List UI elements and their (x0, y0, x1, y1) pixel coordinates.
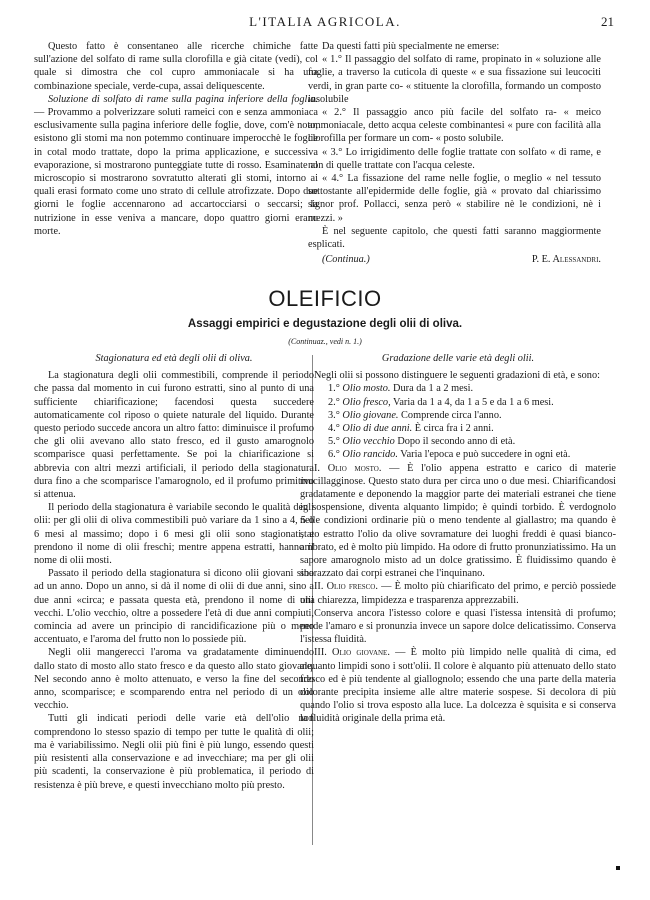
grade-number: 2.° (328, 396, 340, 408)
paragraph-body: — È molto più chiarificato del primo, e perciò possiede una chiarezza, limpidezza e trasparenza apprezzabili. (300, 581, 616, 606)
paragraph (300, 646, 616, 725)
bottom-left-column (34, 352, 314, 792)
paragraph: Negli olii si possono distinguere le seguenti gradazioni di età, e sono: (314, 370, 600, 382)
column-heading: Stagionatura ed età degli olii di oliva. (95, 353, 253, 364)
grade-desc: Dopo il secondo anno di età. (394, 436, 516, 448)
subsection-title: II. Olio fresco. (314, 581, 378, 593)
grade-desc: Varia l'epoca e può succedere in ogni età. (397, 449, 571, 461)
grade-desc: Comprende circa l'anno. (398, 409, 502, 421)
top-right-column (308, 40, 601, 266)
grade-name: Olio fresco, (342, 396, 391, 408)
print-mark (616, 866, 620, 870)
grade-number: 5.° (328, 436, 340, 448)
continua-note: (Continua.) (322, 254, 370, 266)
paragraph: È nel seguente capitolo, che questi fatti saranno maggiormente esplicati. (308, 225, 601, 251)
section-continuation: (Continuaz., vedi n. 1.) (288, 337, 362, 346)
subsection-title: I. Olio mosto. (314, 462, 382, 474)
grade-name: Olio giovane. (342, 409, 399, 421)
paragraph: Negli olii mangerecci l'aroma va gradatamente diminuendo dallo stato di mosto allo stato fresco e da questo allo stato giovane. Nel secondo anno è molto attenuato, e verso la fine del secondo anno, scomparisce; e scomparendo entra nel periodo di un olio vecchio. (34, 647, 314, 712)
grade-item (300, 422, 616, 435)
grade-item (300, 435, 616, 448)
paragraph (34, 93, 318, 238)
quoted-point: « 3.° Lo irrigidimento delle foglie trattate con solfato « di rame, e non di quelle trattate con l'acqua celeste. (308, 146, 601, 171)
grade-item (300, 382, 616, 395)
paragraph: Il periodo della stagionatura è variabile secondo le qualità degli olii: per gli olii di oliva commestibili può variare da 1 sino a 4, 5 o 6 mesi al massimo; dopo i 6 mesi gli olii sono stagionati, e prendono il nome di olii freschi; mentre appena estratti, hanno il nome di olii mosti. (34, 502, 314, 567)
grade-name: Olio mosto. (342, 383, 391, 395)
paragraph-body: — È molto più limpido nelle qualità di cima, ed alquanto limpidi sono i sott'olii. Il colore è alquanto più attenuato dello stato fresco ed è più tendente al giallognolo; essendo che una parte della materia colorante precipita insieme alle altre materie sospese. Si decolora di più quando l'olio si trova esposto alla luce. La dolcezza è squisita e si conserva la fluidità originale della prima età. (300, 647, 616, 725)
paragraph (300, 462, 616, 581)
grade-desc: È circa fra i 2 anni. (412, 423, 494, 435)
grade-item (300, 409, 616, 422)
paragraph: Conserva ancora l'istesso colore e quasi l'istessa intensità di profumo; perde l'amaro e si pronunzia invece un sapore dolce delicatissimo. Conserva l'istessa fluidità. (300, 607, 616, 646)
quoted-point: « 4.° La fissazione del rame nelle foglie, o meglio « nel tessuto sottostante all'epidermide delle foglie, già « provato dal chiarissimo signor prof. Pollacci, senza però « stabilire nè le condizioni, nè i mezzi. » (308, 173, 601, 224)
grade-number: 6.° (328, 449, 340, 461)
page-number: 21 (601, 14, 614, 29)
grade-desc: Varia da 1 a 4, da 1 a 5 e da 1 a 6 mesi. (390, 396, 554, 408)
paragraph-body: — È l'olio appena estratto e carico di materie mucillagginose. Questo stato dura per circa uno o due mesi. Chiarificandosi gradatamente e deponendo la maggior parte dei materiali estranei che tiene in sospensione, diventa alquanto limpido; è quindi torbido. È verdognolo nelle condizioni ordinarie più o meno tendente al giallastro; ma quando è stato estratto l'olio da olive sovramature dei luoghi freddi è quasi bianco-ambrato, ed è molto più limpido. Ha odore di frutto pronunziatissimo. Ha un sapore amarognolo misto ad un dolce gratissimo. È fluidissimo quando è sbarazzato dai corpi estranei che l'inquinano. (300, 462, 616, 580)
grade-name: Olio di due anni. (342, 423, 413, 435)
grade-item (300, 448, 616, 461)
paragraph: Questo fatto è consentaneo alle ricerche chimiche fatte sull'azione del solfato di rame sulla clorofilla e già citate (vedi), col quale si dimostra che col cupro ammoniacale si ha una combinazione speciale, verde-cupa, assai deliquescente. (34, 41, 318, 92)
paragraph: Tutti gli indicati periodi delle varie età dell'olio non comprendono lo stesso spazio di tempo per tutte le qualità di olii; ma è variabilissimo. Negli olii più fini è più lungo, essendo questi più resistenti alla conservazione e ad invecchiare; ma per gli olii più scadenti, la conservazione è più problematica, il periodo di resistenza è più breve, e questi invecchiano molto più presto. (34, 713, 314, 791)
section-subtitle: Assaggi empirici e degustazione degli olii di oliva. (187, 318, 463, 330)
paragraph: Da questi fatti più specialmente ne emerse: (322, 41, 500, 52)
column-heading: Gradazione delle varie età degli olii. (381, 353, 535, 364)
running-head (36, 14, 614, 30)
paragraph: La stagionatura degli olii commestibili, comprende il periodo che passa dal momento in cui furono estratti, sino al punto di una sufficiente chiarificazione; facendosi questa succedere automaticamente col riposo o quiete naturale del liquido. Durante questo periodo succede ancora un altro fatto: diminuisce il profumo che gli olii avevano allo stato fresco, ed il gusto amarognolo scomparisce quasi perfettamente. Se poi la chiarificazione si abbrevia con altri mezzi artificiali, il periodo della stagionatura dura fino a che scomparisce l'amarognolo, ed il profumo primitivo si attenua. (34, 370, 314, 501)
section-title: OLEIFICIO (268, 286, 382, 311)
bottom-right-column (300, 352, 616, 726)
grade-number: 1.° (328, 383, 340, 395)
quoted-point: « 2.° Il passaggio anco più facile del solfato ra- « meico ammoniacale, detto acqua celeste combinantesi « pure con facilità alla clorofilla per formare un com- « posto solubile. (308, 107, 601, 145)
top-left-column (34, 40, 318, 238)
subsection-title: III. Olio giovane. (314, 647, 390, 659)
grade-item (300, 396, 616, 409)
quoted-point: « 1.° Il passaggio del solfato di rame, propinato in « soluzione alle foglie, a traverso la cuticola di queste « e sua fissazione sui leucociti verdi, in gran parte co- « stituente la clorofilla, formando un composto insolubile (308, 54, 601, 105)
paragraph: Passato il periodo della stagionatura si dicono olii giovani sino ad un anno. Dopo un anno, si dà il nome di olii di due anni, sino a due anni «circa; e passata questa età, prendono il nome di olii vecchi. L'olio vecchio, oltre a possedere l'età di due anni compiuti, comincia ad avere un principio di rancidificazione più o meno accentuato, e l'aroma del frutto non lo possiede più. (34, 568, 314, 646)
journal-title: L'ITALIA AGRICOLA. (249, 14, 401, 29)
grade-number: 4.° (328, 423, 340, 435)
grade-name: Olio rancido. (342, 449, 398, 461)
paragraph-title: Soluzione di solfato di rame sulla pagina inferiore della foglia. (48, 93, 318, 105)
grade-number: 3.° (328, 409, 340, 421)
paragraph (300, 580, 616, 606)
author: P. E. Alessandri. (531, 254, 601, 266)
grade-name: Olio vecchio (342, 436, 395, 448)
paragraph-body: — Provammo a polverizzare soluti rameici con e senza ammoniaca esclusivamente sulla pagina inferiore delle foglie, dove, com'è noto, esistono gli stomi ma non potemmo continuare imperocchè le foglie in cotal modo trattate, dopo la prima applicazione, e successiva evaporazione, si mostrarono punteggiate tutte di rosso. Esaminate al microscopio si mostrarono sovratutto alterati gli stomi, intorno ai quali erasi formato come uno strato di cellule atrofizzate. Dopo due giorni le foglie accennarono ad accartocciarsi o seccarsi; la nutrizione in esse veniva a mancare, dopo quattro giorni erano morte. (34, 107, 318, 237)
signature-line (308, 253, 601, 266)
grade-desc: Dura da 1 a 2 mesi. (390, 383, 474, 395)
